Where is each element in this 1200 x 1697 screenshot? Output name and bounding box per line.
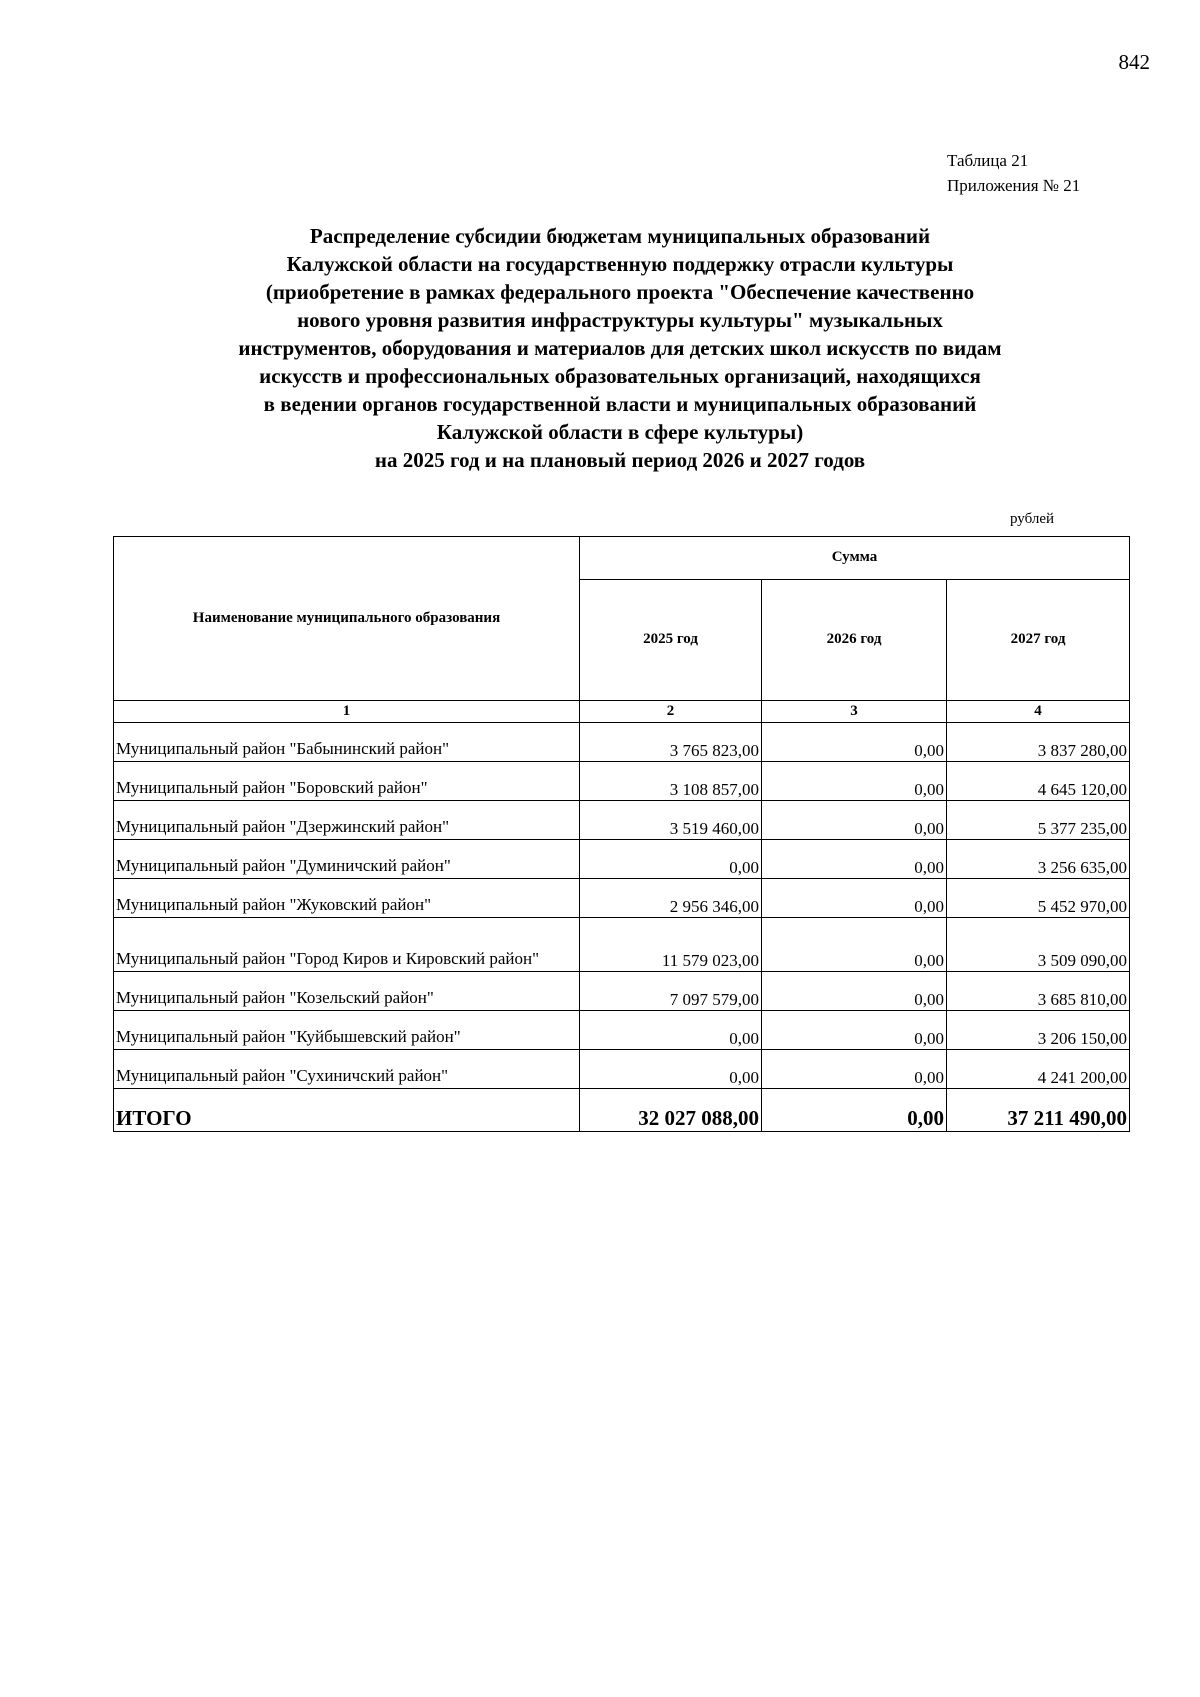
table-ref-line: Приложения № 21 — [947, 176, 1081, 195]
header-sum-cell: Сумма — [580, 537, 1130, 580]
amount-2026: 0,00 — [762, 1011, 947, 1050]
column-number: 3 — [762, 701, 947, 723]
amount-2026: 0,00 — [762, 840, 947, 879]
municipality-name: Муниципальный район "Бабынинский район" — [114, 723, 580, 762]
amount-2026: 0,00 — [762, 972, 947, 1011]
header-year-2027: 2027 год — [947, 579, 1130, 700]
amount-2025: 0,00 — [580, 1011, 762, 1050]
total-2026: 0,00 — [762, 1089, 947, 1132]
total-2027: 37 211 490,00 — [947, 1089, 1130, 1132]
amount-2025: 0,00 — [580, 1050, 762, 1089]
amount-2027: 5 452 970,00 — [947, 879, 1130, 918]
table-row — [114, 762, 1130, 801]
municipality-name: Муниципальный район "Боровский район" — [114, 762, 580, 801]
table-row — [114, 972, 1130, 1011]
table-row — [114, 918, 1130, 972]
table-row — [114, 801, 1130, 840]
unit-label: рублей — [1010, 511, 1055, 527]
title-line: нового уровня развития инфраструктуры культуры" музыкальных — [297, 308, 943, 332]
amount-2025: 11 579 023,00 — [580, 918, 762, 972]
table-row — [114, 879, 1130, 918]
column-number: 2 — [580, 701, 762, 723]
amount-2025: 2 956 346,00 — [580, 879, 762, 918]
title-line: искусств и профессиональных образовательных организаций, находящихся — [259, 364, 981, 388]
column-number: 1 — [114, 701, 580, 723]
table-row — [114, 723, 1130, 762]
amount-2027: 3 256 635,00 — [947, 840, 1130, 879]
municipality-name: Муниципальный район "Дзержинский район" — [114, 801, 580, 840]
amount-2025: 0,00 — [580, 840, 762, 879]
municipality-name: Муниципальный район "Думиничский район" — [114, 840, 580, 879]
total-label: ИТОГО — [114, 1089, 580, 1132]
municipality-name: Муниципальный район "Сухиничский район" — [114, 1050, 580, 1089]
title-line: Распределение субсидии бюджетам муниципальных образований — [309, 224, 931, 248]
title-line: инструментов, оборудования и материалов для детских школ искусств по видам — [238, 336, 1002, 360]
amount-2025: 7 097 579,00 — [580, 972, 762, 1011]
municipality-name: Муниципальный район "Город Киров и Кировский район" — [114, 918, 580, 972]
amount-2027: 3 509 090,00 — [947, 918, 1130, 972]
table-row — [114, 1050, 1130, 1089]
header-name-cell: Наименование муниципального образования — [114, 537, 580, 701]
amount-2027: 3 206 150,00 — [947, 1011, 1130, 1050]
document-title — [150, 222, 1090, 474]
amount-2027: 4 645 120,00 — [947, 762, 1130, 801]
title-line: Калужской области на государственную поддержку отрасли культуры — [286, 252, 954, 276]
amount-2026: 0,00 — [762, 762, 947, 801]
total-2025: 32 027 088,00 — [580, 1089, 762, 1132]
amount-2027: 4 241 200,00 — [947, 1050, 1130, 1089]
column-number: 4 — [947, 701, 1130, 723]
page-number: 842 — [1118, 50, 1150, 74]
title-line: (приобретение в рамках федерального проекта "Обеспечение качественно — [265, 280, 975, 304]
municipality-name: Муниципальный район "Козельский район" — [114, 972, 580, 1011]
amount-2026: 0,00 — [762, 723, 947, 762]
table-row — [114, 840, 1130, 879]
amount-2027: 3 837 280,00 — [947, 723, 1130, 762]
amount-2026: 0,00 — [762, 879, 947, 918]
table-ref-line: Таблица 21 — [947, 151, 1029, 170]
column-number-row — [114, 701, 1130, 723]
amount-2026: 0,00 — [762, 801, 947, 840]
total-row — [114, 1089, 1130, 1132]
header-year-2025: 2025 год — [580, 579, 762, 700]
amount-2027: 3 685 810,00 — [947, 972, 1130, 1011]
table-row — [114, 1011, 1130, 1050]
amount-2025: 3 765 823,00 — [580, 723, 762, 762]
title-line: на 2025 год и на плановый период 2026 и 2027 годов — [374, 448, 866, 472]
amount-2025: 3 108 857,00 — [580, 762, 762, 801]
amount-2025: 3 519 460,00 — [580, 801, 762, 840]
municipality-name: Муниципальный район "Куйбышевский район" — [114, 1011, 580, 1050]
municipality-name: Муниципальный район "Жуковский район" — [114, 879, 580, 918]
amount-2026: 0,00 — [762, 1050, 947, 1089]
header-year-2026: 2026 год — [762, 579, 947, 700]
subsidy-table — [113, 536, 1130, 1132]
title-line: в ведении органов государственной власти и муниципальных образований — [263, 392, 977, 416]
amount-2026: 0,00 — [762, 918, 947, 972]
title-line: Калужской области в сфере культуры) — [436, 420, 804, 444]
table-reference — [947, 148, 1080, 198]
amount-2027: 5 377 235,00 — [947, 801, 1130, 840]
